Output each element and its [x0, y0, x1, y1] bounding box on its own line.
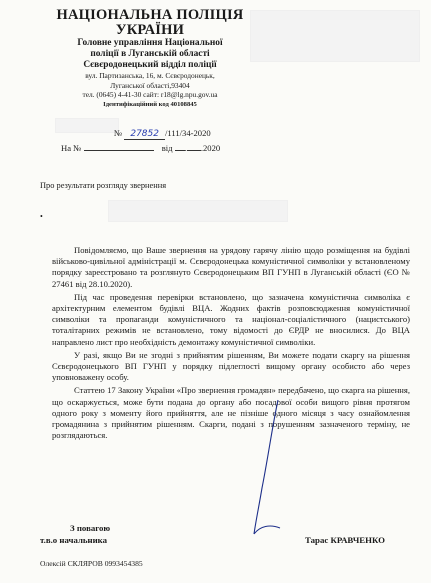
closing-regards: З повагою [70, 523, 111, 533]
dept-line-1: Головне управління Національної [77, 38, 223, 48]
outgoing-number [114, 128, 211, 139]
handwritten-number: 27852 [124, 129, 165, 140]
number-sign: № [114, 128, 123, 138]
redacted-recipient [250, 10, 420, 62]
on-label: На № [61, 143, 82, 153]
org-title-1: НАЦІОНАЛЬНА ПОЛІЦІЯ [56, 7, 244, 23]
dot-mark: • [40, 212, 43, 221]
address-line-2: Луганської області,93404 [110, 80, 190, 90]
org-title-2: УКРАЇНИ [115, 22, 185, 38]
id-code: Ідентифікаційний код 40108845 [103, 100, 197, 108]
incoming-reference: На № від . .2020 [61, 143, 221, 153]
paragraph-4: Статтею 17 Закону України «Про звернення громадян» передбачено, що скарга на рішення, що оскаржується, може бути подана до органу або посадової особи вищого рівня протягом одного року з моменту його прийняття, але не пізніше одного місяця з часу ознайомлення громадянина з прийнятим рішенням. Скарги, подані з порушенням зазначеного терміну, не розглядаються. [52, 385, 410, 441]
day-blank [175, 142, 185, 151]
dept-line-2: поліції в Луганській області [90, 49, 210, 59]
on-number-blank [84, 142, 154, 151]
letterhead [52, 8, 248, 109]
dept-line-3: Сєвєродонецький відділ поліції [83, 60, 217, 70]
letter-body [52, 245, 410, 443]
from-label: від [161, 143, 173, 153]
signer-name: Тарас КРАВЧЕНКО [305, 535, 386, 545]
subject-line: Про результати розгляду звернення [40, 181, 167, 190]
paragraph-3: У разі, якщо Ви не згодні з прийнятим рішенням, Ви можете подати скаргу на рішення Сєвєродонецького ВП ГУНП у порядку підлеглості вищому органу особисто або через уповноважену особу. [52, 349, 410, 383]
date-suffix: .2020 [200, 143, 221, 153]
address-line-1: вул. Партизанська, 16, м. Сєвєродонецьк, [85, 71, 215, 80]
paragraph-2: Під час проведення перевірки встановлено, що зазначена комуністична символіка є архітектурним елементом будівлі ВЦА. Жодних фактів розповсюдження комуністичної символіки та пропаганди комуністичного та націонал-соціалістичного (нацистського) тоталітарних режимів не встановлено, тому відомості до ЄРДР не вносилися. До ВЦА направлено лист про необхідність демонтажу комуністичної символіки. [52, 291, 410, 347]
month-blank [187, 142, 201, 151]
paragraph-1: Повідомляємо, що Ваше звернення на урядову гарячу лінію щодо розміщення на будівлі військово-цивільної адміністрації м. Сєвєродонецька комуністичної символіки у встановленому порядку зареєстровано та розглянуто Сєвєродонецьким ВП ГУНП в Луганській області (ЄО № 27461 від 28.10.2020). [52, 245, 410, 289]
signer-role: т.в.о начальника [40, 535, 108, 545]
redacted-name [108, 200, 288, 222]
executor-line: Олексій СКЛЯРОВ 0993454385 [40, 559, 143, 568]
contacts-line: тел. (0645) 4-41-30 сайт: r18@lg.npu.gov.ua [82, 90, 218, 99]
redacted-ref [55, 118, 119, 133]
number-suffix: /111/34-2020 [165, 128, 211, 138]
signature-stroke [250, 398, 290, 538]
